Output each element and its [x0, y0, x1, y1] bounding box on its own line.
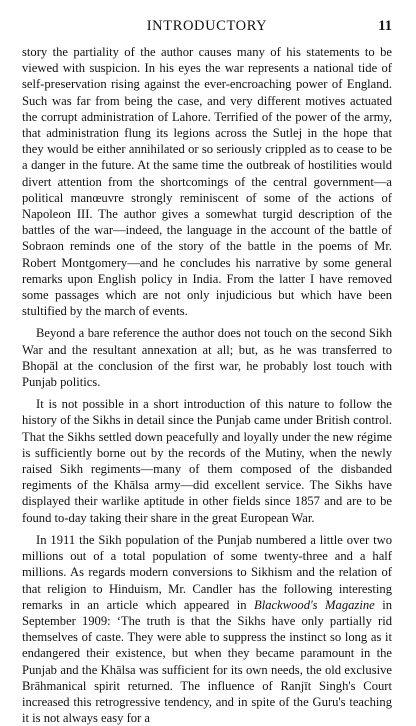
running-header [22, 18, 392, 38]
paragraph: Beyond a bare reference the author does not touch on the second Sikh War and the resultant annexation at all; but, as he was transferred to Bhopāl at the conclusion of the first war, he probably lost touch with Punjab politics. [22, 326, 392, 390]
body-text [22, 44, 392, 726]
paragraph-text: in September 1909: ‘The truth is that the Sikhs have only partially rid themselves of caste. They were able to suppress the instinct so long as it endangered their existence, but when they became paramount in the Punjab and the Khālsa was sufficient for its own needs, the old exclusive Brāhmanical spirit returned. The influence of Ranjīt Singh's Court increased this retrogressive tendency, and in spite of the Guru's teaching it is not always easy for a [22, 597, 393, 726]
paragraph: story the partiality of the author causes many of his statements to be viewed with suspicion. In his eyes the war represents a national tide of self-preservation rising against the ever-encroaching power of England. Such was far from being the case, and very different motives actuated the corrupt administration of Lahore. Terrified of the power of the army, that administration flung its legions across the Sutlej in the hope that they would be either annihilated or so seriously crippled as to cease to be a danger in the future. At the same time the outbreak of hostilities would divert attention from the shortcomings of the central government—a political manœuvre strongly reminiscent of some of the actions of Napoleon III. The author gives a somewhat turgid description of the battles of the war—indeed, the language in the account of the battle of Sobraon reminds one of the story of the battle in the poems of Mr. Robert Montgomery—and he concludes his narrative by some general remarks upon English policy in India. From the latter I have removed some passages which are not only injudicious but which have been stultified by the march of events. [22, 45, 392, 319]
paragraph: It is not possible in a short introduction of this nature to follow the history of the Sikhs in detail since the Punjab came under British control. That the Sikhs settled down peacefully and loyally under the new régime is sufficiently borne out by the records of the Mutiny, when the newly raised Sikh regiments—many of them composed of the disbanded regiments of the Khālsa army—did excellent service. The Sikhs have displayed their warlike aptitude in other fields since 1857 and are to be found to-day taking their share in the great European War. [22, 397, 392, 525]
page-number: 11 [378, 18, 392, 34]
chapter-title: INTRODUCTORY [146, 18, 268, 34]
book-page [22, 18, 392, 726]
paragraph-text: In 1911 the Sikh population of the Punjab numbered a little over two millions out of a total population of some twenty-three and a half millions. As regards modern conversions to Sikhism and the relation of that religion to Hinduism, Mr. Candler has the following interesting remarks in an article which appeared in [22, 532, 392, 612]
paragraph [22, 532, 392, 726]
italic-title: Blackwood's Magazine [254, 597, 375, 612]
